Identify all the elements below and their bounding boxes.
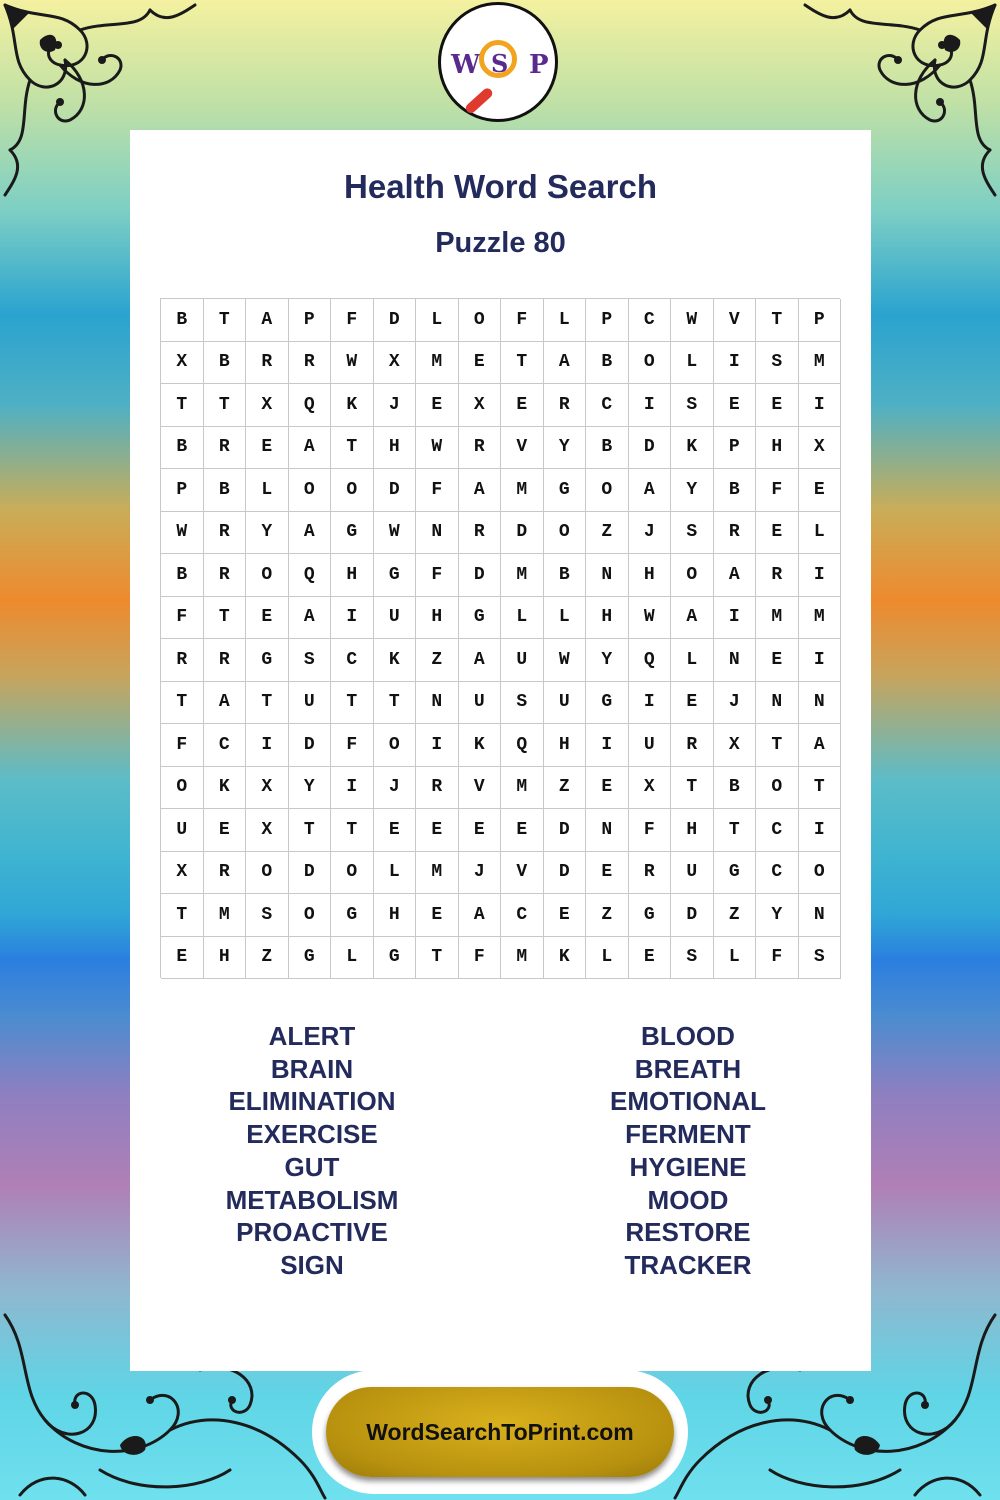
- grid-cell[interactable]: E: [714, 384, 757, 427]
- grid-cell[interactable]: G: [246, 639, 289, 682]
- grid-cell[interactable]: I: [629, 682, 672, 725]
- grid-cell[interactable]: R: [671, 724, 714, 767]
- grid-cell[interactable]: M: [799, 342, 842, 385]
- grid-cell[interactable]: O: [246, 554, 289, 597]
- grid-cell[interactable]: R: [204, 427, 247, 470]
- word-list-item: FERMENT: [625, 1119, 751, 1150]
- grid-cell[interactable]: U: [459, 682, 502, 725]
- grid-cell[interactable]: D: [374, 469, 417, 512]
- grid-cell[interactable]: U: [629, 724, 672, 767]
- magnifier-handle: [464, 86, 494, 115]
- grid-cell[interactable]: U: [501, 639, 544, 682]
- grid-cell[interactable]: B: [714, 767, 757, 810]
- grid-cell[interactable]: N: [714, 639, 757, 682]
- grid-cell[interactable]: E: [671, 682, 714, 725]
- grid-cell[interactable]: T: [374, 682, 417, 725]
- grid-cell[interactable]: X: [629, 767, 672, 810]
- grid-cell[interactable]: O: [459, 299, 502, 342]
- grid-cell[interactable]: R: [289, 342, 332, 385]
- grid-cell[interactable]: G: [544, 469, 587, 512]
- grid-cell[interactable]: S: [246, 894, 289, 937]
- grid-cell[interactable]: E: [586, 852, 629, 895]
- word-list-item: PROACTIVE: [236, 1217, 388, 1248]
- word-list-item: ALERT: [268, 1021, 356, 1051]
- grid-cell[interactable]: T: [161, 894, 204, 937]
- word-list-item: METABOLISM: [225, 1184, 399, 1215]
- grid-cell[interactable]: O: [756, 767, 799, 810]
- grid-cell[interactable]: I: [714, 597, 757, 640]
- grid-cell[interactable]: T: [331, 682, 374, 725]
- page-title: Health Word Search: [344, 168, 657, 205]
- grid-cell[interactable]: G: [586, 682, 629, 725]
- grid-cell[interactable]: R: [756, 554, 799, 597]
- grid-cell[interactable]: J: [629, 512, 672, 555]
- grid-cell[interactable]: Z: [714, 894, 757, 937]
- grid-cell[interactable]: L: [671, 342, 714, 385]
- grid-cell[interactable]: M: [501, 767, 544, 810]
- grid-cell[interactable]: X: [799, 427, 842, 470]
- word-list-item: BLOOD: [641, 1021, 735, 1051]
- grid-cell[interactable]: B: [204, 469, 247, 512]
- word-list-item: ELIMINATION: [228, 1086, 396, 1117]
- grid-cell[interactable]: E: [416, 894, 459, 937]
- word-list-item: MOOD: [647, 1184, 729, 1215]
- grid-cell[interactable]: E: [416, 809, 459, 852]
- grid-cell[interactable]: O: [586, 469, 629, 512]
- grid-cell[interactable]: B: [586, 342, 629, 385]
- grid-cell[interactable]: W: [544, 639, 587, 682]
- grid-cell[interactable]: T: [756, 299, 799, 342]
- grid-cell[interactable]: K: [374, 639, 417, 682]
- grid-cell[interactable]: H: [544, 724, 587, 767]
- grid-cell[interactable]: O: [629, 342, 672, 385]
- grid-cell[interactable]: V: [459, 767, 502, 810]
- grid-cell[interactable]: B: [161, 427, 204, 470]
- grid-cell[interactable]: G: [374, 937, 417, 980]
- grid-cell[interactable]: F: [501, 299, 544, 342]
- grid-cell[interactable]: O: [246, 852, 289, 895]
- grid-cell[interactable]: H: [416, 597, 459, 640]
- grid-cell[interactable]: X: [246, 767, 289, 810]
- grid-cell[interactable]: L: [544, 597, 587, 640]
- word-list-item: RESTORE: [625, 1217, 751, 1248]
- grid-cell[interactable]: A: [629, 469, 672, 512]
- grid-cell[interactable]: N: [586, 554, 629, 597]
- grid-cell[interactable]: E: [374, 809, 417, 852]
- grid-cell[interactable]: H: [756, 427, 799, 470]
- grid-cell[interactable]: A: [459, 469, 502, 512]
- word-list-item: SIGN: [280, 1249, 344, 1280]
- grid-cell[interactable]: G: [629, 894, 672, 937]
- grid-cell[interactable]: F: [459, 937, 502, 980]
- grid-cell[interactable]: Z: [544, 767, 587, 810]
- grid-cell[interactable]: Y: [246, 512, 289, 555]
- grid-cell[interactable]: N: [756, 682, 799, 725]
- grid-cell[interactable]: R: [204, 512, 247, 555]
- grid-cell[interactable]: D: [289, 852, 332, 895]
- grid-cell[interactable]: L: [246, 469, 289, 512]
- letter-grid: [160, 298, 840, 978]
- grid-cell[interactable]: C: [756, 852, 799, 895]
- word-list-item: HYGIENE: [629, 1151, 747, 1182]
- grid-cell[interactable]: T: [161, 384, 204, 427]
- grid-cell[interactable]: F: [161, 597, 204, 640]
- grid-cell[interactable]: R: [204, 852, 247, 895]
- grid-cell[interactable]: A: [714, 554, 757, 597]
- grid-cell[interactable]: E: [161, 937, 204, 980]
- grid-cell[interactable]: S: [671, 384, 714, 427]
- grid-cell[interactable]: T: [671, 767, 714, 810]
- word-list-left: [162, 1020, 462, 1282]
- grid-cell[interactable]: S: [799, 937, 842, 980]
- grid-cell[interactable]: O: [289, 469, 332, 512]
- grid-cell[interactable]: S: [671, 937, 714, 980]
- grid-cell[interactable]: W: [416, 427, 459, 470]
- grid-cell[interactable]: O: [289, 894, 332, 937]
- grid-cell[interactable]: V: [714, 299, 757, 342]
- grid-cell[interactable]: A: [459, 894, 502, 937]
- grid-cell[interactable]: T: [799, 767, 842, 810]
- grid-cell[interactable]: U: [374, 597, 417, 640]
- grid-cell[interactable]: C: [586, 384, 629, 427]
- grid-cell[interactable]: M: [204, 894, 247, 937]
- grid-cell[interactable]: I: [416, 724, 459, 767]
- grid-cell[interactable]: T: [246, 682, 289, 725]
- grid-cell[interactable]: X: [374, 342, 417, 385]
- grid-cell[interactable]: S: [756, 342, 799, 385]
- grid-cell[interactable]: F: [331, 724, 374, 767]
- grid-cell[interactable]: O: [331, 852, 374, 895]
- grid-cell[interactable]: T: [161, 682, 204, 725]
- grid-cell[interactable]: N: [586, 809, 629, 852]
- grid-cell[interactable]: M: [416, 342, 459, 385]
- grid-cell[interactable]: F: [331, 299, 374, 342]
- grid-cell[interactable]: A: [799, 724, 842, 767]
- grid-cell[interactable]: M: [416, 852, 459, 895]
- grid-cell[interactable]: F: [416, 469, 459, 512]
- grid-cell[interactable]: X: [459, 384, 502, 427]
- grid-cell[interactable]: B: [161, 554, 204, 597]
- grid-cell[interactable]: Y: [756, 894, 799, 937]
- grid-cell[interactable]: I: [629, 384, 672, 427]
- grid-cell[interactable]: U: [544, 682, 587, 725]
- grid-cell[interactable]: E: [459, 809, 502, 852]
- grid-cell[interactable]: E: [459, 342, 502, 385]
- grid-cell[interactable]: L: [714, 937, 757, 980]
- grid-cell[interactable]: C: [629, 299, 672, 342]
- grid-cell[interactable]: V: [501, 427, 544, 470]
- grid-cell[interactable]: G: [331, 512, 374, 555]
- grid-cell[interactable]: P: [289, 299, 332, 342]
- grid-cell[interactable]: H: [204, 937, 247, 980]
- grid-cell[interactable]: L: [331, 937, 374, 980]
- grid-cell[interactable]: E: [246, 597, 289, 640]
- grid-cell[interactable]: P: [799, 299, 842, 342]
- grid-cell[interactable]: W: [161, 512, 204, 555]
- grid-cell[interactable]: D: [544, 809, 587, 852]
- grid-cell[interactable]: M: [501, 937, 544, 980]
- grid-cell[interactable]: L: [586, 937, 629, 980]
- grid-cell[interactable]: I: [799, 639, 842, 682]
- grid-cell[interactable]: G: [331, 894, 374, 937]
- grid-cell[interactable]: D: [374, 299, 417, 342]
- grid-cell[interactable]: X: [161, 342, 204, 385]
- grid-cell[interactable]: L: [799, 512, 842, 555]
- grid-cell[interactable]: G: [459, 597, 502, 640]
- grid-cell[interactable]: F: [756, 469, 799, 512]
- grid-cell[interactable]: H: [586, 597, 629, 640]
- grid-cell[interactable]: F: [416, 554, 459, 597]
- grid-cell[interactable]: M: [501, 469, 544, 512]
- grid-cell[interactable]: A: [246, 299, 289, 342]
- grid-cell[interactable]: K: [671, 427, 714, 470]
- grid-cell[interactable]: X: [714, 724, 757, 767]
- footer-site-link[interactable]: WordSearchToPrint.com: [326, 1387, 674, 1477]
- grid-cell[interactable]: D: [289, 724, 332, 767]
- grid-cell[interactable]: R: [459, 427, 502, 470]
- grid-cell[interactable]: N: [416, 512, 459, 555]
- grid-cell[interactable]: T: [331, 427, 374, 470]
- puzzle-card: [130, 130, 871, 1371]
- grid-cell[interactable]: O: [331, 469, 374, 512]
- grid-cell[interactable]: A: [289, 597, 332, 640]
- grid-cell[interactable]: K: [331, 384, 374, 427]
- grid-cell[interactable]: E: [416, 384, 459, 427]
- grid-cell[interactable]: T: [714, 809, 757, 852]
- grid-cell[interactable]: N: [416, 682, 459, 725]
- word-list-item: BRAIN: [270, 1053, 354, 1084]
- grid-cell[interactable]: A: [289, 512, 332, 555]
- grid-cell[interactable]: J: [714, 682, 757, 725]
- grid-cell[interactable]: M: [501, 554, 544, 597]
- word-list-item: EXERCISE: [246, 1119, 378, 1150]
- grid-cell[interactable]: K: [204, 767, 247, 810]
- grid-cell[interactable]: Q: [501, 724, 544, 767]
- grid-cell[interactable]: G: [374, 554, 417, 597]
- grid-cell[interactable]: J: [374, 767, 417, 810]
- grid-cell[interactable]: O: [374, 724, 417, 767]
- grid-cell[interactable]: K: [544, 937, 587, 980]
- grid-cell[interactable]: H: [671, 809, 714, 852]
- logo-letter-p: P: [529, 50, 549, 80]
- word-list-right: [538, 1020, 838, 1282]
- grid-cell[interactable]: B: [714, 469, 757, 512]
- grid-cell[interactable]: T: [416, 937, 459, 980]
- grid-cell[interactable]: L: [671, 639, 714, 682]
- grid-cell[interactable]: U: [289, 682, 332, 725]
- grid-cell[interactable]: I: [799, 554, 842, 597]
- grid-cell[interactable]: L: [416, 299, 459, 342]
- grid-cell[interactable]: Y: [671, 469, 714, 512]
- word-list-item: BREATH: [634, 1053, 742, 1084]
- grid-cell[interactable]: F: [629, 809, 672, 852]
- grid-cell[interactable]: X: [246, 384, 289, 427]
- grid-cell[interactable]: F: [161, 724, 204, 767]
- grid-cell[interactable]: E: [544, 894, 587, 937]
- grid-cell[interactable]: T: [289, 809, 332, 852]
- grid-cell[interactable]: Z: [586, 512, 629, 555]
- grid-cell[interactable]: D: [544, 852, 587, 895]
- grid-cell[interactable]: N: [799, 682, 842, 725]
- grid-cell[interactable]: R: [204, 554, 247, 597]
- grid-cell[interactable]: B: [161, 299, 204, 342]
- grid-cell[interactable]: J: [459, 852, 502, 895]
- grid-cell[interactable]: W: [331, 342, 374, 385]
- grid-cell[interactable]: B: [544, 554, 587, 597]
- grid-cell[interactable]: A: [544, 342, 587, 385]
- word-list-item: TRACKER: [624, 1249, 752, 1280]
- grid-cell[interactable]: G: [714, 852, 757, 895]
- grid-cell[interactable]: E: [756, 639, 799, 682]
- grid-cell[interactable]: F: [756, 937, 799, 980]
- grid-cell[interactable]: I: [799, 809, 842, 852]
- grid-cell[interactable]: H: [629, 554, 672, 597]
- grid-cell[interactable]: T: [204, 597, 247, 640]
- grid-cell[interactable]: H: [374, 427, 417, 470]
- grid-cell[interactable]: J: [374, 384, 417, 427]
- word-list-item: GUT: [284, 1151, 340, 1182]
- grid-cell[interactable]: U: [671, 852, 714, 895]
- grid-cell[interactable]: O: [544, 512, 587, 555]
- grid-cell[interactable]: H: [374, 894, 417, 937]
- grid-cell[interactable]: R: [714, 512, 757, 555]
- grid-cell[interactable]: L: [374, 852, 417, 895]
- grid-cell[interactable]: Z: [586, 894, 629, 937]
- logo-letter-s: S: [491, 49, 509, 78]
- grid-cell[interactable]: Q: [629, 639, 672, 682]
- grid-cell[interactable]: O: [671, 554, 714, 597]
- grid-cell[interactable]: C: [501, 894, 544, 937]
- logo-letter-w: W: [451, 50, 481, 80]
- grid-cell[interactable]: T: [756, 724, 799, 767]
- grid-cell[interactable]: Z: [246, 937, 289, 980]
- grid-cell[interactable]: E: [246, 427, 289, 470]
- grid-cell[interactable]: T: [204, 384, 247, 427]
- grid-cell[interactable]: R: [459, 512, 502, 555]
- grid-cell[interactable]: X: [246, 809, 289, 852]
- grid-cell[interactable]: C: [756, 809, 799, 852]
- grid-cell[interactable]: S: [289, 639, 332, 682]
- grid-cell[interactable]: I: [714, 342, 757, 385]
- grid-cell[interactable]: O: [161, 767, 204, 810]
- grid-cell[interactable]: E: [629, 937, 672, 980]
- grid-cell[interactable]: C: [331, 639, 374, 682]
- grid-cell[interactable]: E: [501, 809, 544, 852]
- grid-cell[interactable]: X: [161, 852, 204, 895]
- grid-cell[interactable]: C: [204, 724, 247, 767]
- grid-cell[interactable]: P: [714, 427, 757, 470]
- grid-cell[interactable]: L: [544, 299, 587, 342]
- grid-cell[interactable]: D: [459, 554, 502, 597]
- grid-cell[interactable]: L: [501, 597, 544, 640]
- grid-cell[interactable]: P: [586, 299, 629, 342]
- grid-cell[interactable]: I: [331, 597, 374, 640]
- grid-cell[interactable]: R: [161, 639, 204, 682]
- word-list-item: EMOTIONAL: [610, 1086, 766, 1117]
- grid-cell[interactable]: W: [671, 299, 714, 342]
- wsp-logo: [438, 2, 558, 122]
- grid-cell[interactable]: S: [671, 512, 714, 555]
- grid-cell[interactable]: I: [246, 724, 289, 767]
- grid-cell[interactable]: A: [459, 639, 502, 682]
- grid-cell[interactable]: Q: [289, 384, 332, 427]
- grid-cell[interactable]: Y: [289, 767, 332, 810]
- grid-cell[interactable]: B: [204, 342, 247, 385]
- grid-cell[interactable]: O: [799, 852, 842, 895]
- grid-cell[interactable]: W: [374, 512, 417, 555]
- grid-cell[interactable]: E: [586, 767, 629, 810]
- grid-cell[interactable]: R: [204, 639, 247, 682]
- grid-cell[interactable]: G: [289, 937, 332, 980]
- grid-cell[interactable]: T: [331, 809, 374, 852]
- grid-cell[interactable]: R: [544, 384, 587, 427]
- grid-cell[interactable]: H: [331, 554, 374, 597]
- grid-cell[interactable]: M: [756, 597, 799, 640]
- grid-cell[interactable]: T: [501, 342, 544, 385]
- grid-cell[interactable]: I: [331, 767, 374, 810]
- grid-cell[interactable]: M: [799, 597, 842, 640]
- grid-cell[interactable]: W: [629, 597, 672, 640]
- grid-cell[interactable]: V: [501, 852, 544, 895]
- puzzle-number: Puzzle 80: [435, 227, 566, 259]
- grid-cell[interactable]: Z: [416, 639, 459, 682]
- grid-cell[interactable]: E: [756, 384, 799, 427]
- grid-cell[interactable]: P: [161, 469, 204, 512]
- grid-cell[interactable]: Q: [289, 554, 332, 597]
- grid-cell[interactable]: R: [246, 342, 289, 385]
- grid-cell[interactable]: N: [799, 894, 842, 937]
- grid-cell[interactable]: E: [204, 809, 247, 852]
- grid-cell[interactable]: U: [161, 809, 204, 852]
- grid-cell[interactable]: Y: [544, 427, 587, 470]
- grid-cell[interactable]: A: [204, 682, 247, 725]
- grid-cell[interactable]: T: [204, 299, 247, 342]
- grid-cell[interactable]: D: [501, 512, 544, 555]
- grid-cell[interactable]: A: [671, 597, 714, 640]
- grid-cell[interactable]: E: [756, 512, 799, 555]
- grid-cell[interactable]: R: [416, 767, 459, 810]
- grid-cell[interactable]: A: [289, 427, 332, 470]
- grid-cell[interactable]: D: [629, 427, 672, 470]
- grid-cell[interactable]: S: [501, 682, 544, 725]
- grid-cell[interactable]: Y: [586, 639, 629, 682]
- grid-cell[interactable]: D: [671, 894, 714, 937]
- grid-cell[interactable]: B: [586, 427, 629, 470]
- grid-cell[interactable]: I: [586, 724, 629, 767]
- grid-cell[interactable]: E: [501, 384, 544, 427]
- grid-cell[interactable]: I: [799, 384, 842, 427]
- grid-cell[interactable]: R: [629, 852, 672, 895]
- grid-cell[interactable]: K: [459, 724, 502, 767]
- grid-cell[interactable]: E: [799, 469, 842, 512]
